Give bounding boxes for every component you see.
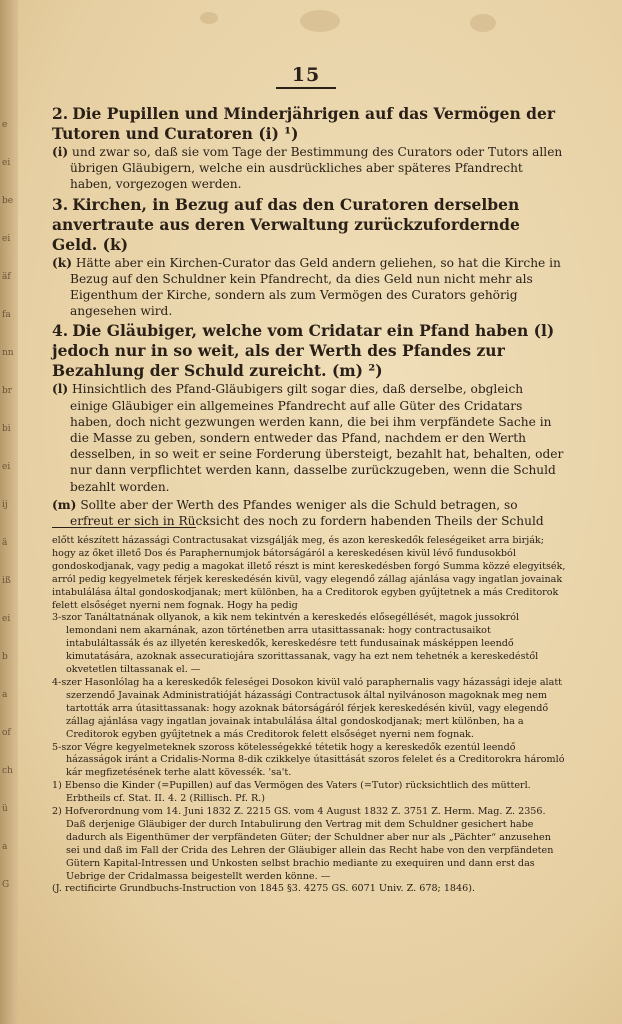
margin-fragment: ei xyxy=(2,462,11,472)
footnote-marker: 1) xyxy=(52,780,62,792)
note-text: Hinsichtlich des Pfand-Gläubigers gilt sogar dies, daß derselbe, obgleich einige Gläubiger ein allgemeines Pfandrecht auf alle Güter des Cridatars haben, doch nicht gezwungen werden kann, die bei ihm verpfändete Sache in die Masse zu geben, sondern entweder das Pfand, nachdem er den Werth desselben, in so weit er seine Forderung übersteigt, bezahlt hat, behalten, oder nur dann verpflichtet werden kann, dasselbe zurückzugeben, wenn die Schuld bezahlt worden. xyxy=(70,382,564,494)
section-note xyxy=(52,255,564,320)
margin-fragment: ei xyxy=(2,614,11,624)
footnote-marker: 2) xyxy=(52,806,62,818)
margin-fragment: a xyxy=(2,690,8,700)
paper-stain xyxy=(470,14,496,32)
paper-stain xyxy=(200,12,218,24)
paper-stain xyxy=(300,10,340,32)
section-note xyxy=(52,497,564,529)
footnote-paragraph xyxy=(52,677,566,742)
footnote-paragraph xyxy=(52,780,566,806)
margin-fragment: bi xyxy=(2,424,11,434)
footnote-text: 3-szor Tanáltatnának ollyanok, a kik nem tekintvén a kereskedés elősegéllését, magok jussokról lemondani nem akarnának, azon történetben arra utasittassanak: hogy contractusaikot intabuláltassák és az illyetén kereskedők, kereskedésre tett fundusainak másképpen leendő kimutatására, azoknak assecuratiojára szorittassanak, vagy ha ezt nem tehetnék a kereskedéstől okvetetlen tiltassanak el. — xyxy=(52,612,539,676)
margin-fragment: of xyxy=(2,728,11,738)
section-heading xyxy=(52,104,564,144)
footnote-text: (J. rectificirte Grundbuchs-Instruction von 1845 §3. 4275 GS. 6071 Univ. Z. 678; 1846). xyxy=(52,883,476,895)
margin-fragment: ei xyxy=(2,158,11,168)
main-text xyxy=(52,104,564,531)
note-tag: (k) xyxy=(52,255,72,270)
margin-fragment: br xyxy=(2,386,13,396)
margin-fragment: ü xyxy=(2,804,8,814)
margin-fragment: ä xyxy=(2,538,8,548)
footnote-separator xyxy=(52,527,196,528)
footnote-paragraph xyxy=(52,535,566,612)
margin-fragment: fa xyxy=(2,310,11,320)
margin-fragment: b xyxy=(2,652,8,662)
section-heading xyxy=(52,195,564,255)
margin-fragment: ij xyxy=(2,500,8,510)
section-heading xyxy=(52,321,564,381)
footnote-text: 5-szor Végre kegyelmeteknek szoross kötelességekké tétetik hogy a kereskedők ezentúl leendő házasságok iránt a Cridalis-Norma 8-dik czikkelye útasittását szoros felelet és a Creditorokra háromló kár megfizetésének terhe alatt kövessék. 'sa't. xyxy=(52,741,565,779)
section-heading-text: Die Gläubiger, welche vom Cridatar ein Pfand haben (l) jedoch nur in so weit, als der Werth des Pfandes zur Bezahlung der Schuld zureicht. (m) ²) xyxy=(52,321,555,381)
footnote-paragraph xyxy=(52,612,566,677)
footnote-paragraph xyxy=(52,742,566,781)
section-heading-text: Kirchen, in Bezug auf das den Curatoren derselben anvertraute aus deren Verwaltung zurückzufordernde Geld. (k) xyxy=(52,194,520,254)
margin-fragment: iß xyxy=(2,576,11,586)
note-tag: (i) xyxy=(52,145,69,159)
section-number: 3. xyxy=(52,194,69,214)
footnote-paragraph xyxy=(52,806,566,883)
note-text: Sollte aber der Werth des Pfandes weniger als die Schuld betragen, so erfreut er sich in Rücksicht des noch zu fordern habenden Theils der Schuld xyxy=(70,497,544,529)
margin-fragment: ei xyxy=(2,234,11,244)
margin-fragment: äf xyxy=(2,272,11,282)
margin-fragment: G xyxy=(2,880,10,890)
margin-fragment: nn xyxy=(2,348,14,358)
section-number: 2. xyxy=(52,104,69,123)
section-number: 4. xyxy=(52,321,69,341)
margin-fragment: a xyxy=(2,842,8,852)
section-note xyxy=(52,144,564,193)
margin-fragment: ch xyxy=(2,766,13,776)
note-text: und zwar so, daß sie vom Tage der Bestimmung des Curators oder Tutors allen übrigen Gläubigern, welche ein ausdrückliches aber späteres Pfandrecht haben, vorgezogen werden. xyxy=(70,145,563,192)
footnote-text: Ebenso die Kinder (=Pupillen) auf das Vermögen des Vaters (=Tutor) rücksichtlich des mütterl. Erbtheils cf. Stat. II. 4. 2 (Rillisch. Pf. R.) xyxy=(64,780,531,805)
footnote-text: 4-szer Hasonlólag ha a kereskedők feleségei Dosokon kivül való paraphernalis vagy házassági ideje alatt szerzendő Javainak Administratióját házassági Contractusok által nyilvánoson magoknak meg nem tartották arra útasittassanak: hogy azoknak bátorságáról férjek kereskedésén kivül, vagy elegendő zállag ajánlása vagy ingatlan jovainak intabulálása által gondoskodjanak; mert különben, ha a Creditorok egyben gyűjtetnek a más Creditorok felett elsőséget nyerni nem fognak. xyxy=(52,676,563,740)
page-number: 15 xyxy=(276,64,336,89)
margin-fragment: e xyxy=(2,120,8,130)
note-tag: (m) xyxy=(52,497,77,512)
footnote-text: előtt készített házassági Contractusakat vizsgálják meg, és azon kereskedők feleségeiket arra birják; hogy az őket illető Dos és Paraphernumjok bátorságáról a kereskedésen kivül lévő fundusokból gondoskodjanak, vagy pedig a magokat illető részt is mint kereskedésben forgó Summa közzé elegyitsék, arról pedig kegyelmetek férjek kereskedésén kivül, vagy elegendő zállag ajánlása vagy ingatlan jovainak intabulálása által gondoskodjanak; mert különben, ha a Creditorok egyben gyűjtetnek a más Creditorok felett elsőséget nyerni nem fognak. Hogy ha pedig xyxy=(52,535,566,611)
note-tag: (l) xyxy=(52,382,69,397)
footnote-text: Hofverordnung vom 14. Juni 1832 Z. 2215 GS. vom 4 August 1832 Z. 3751 Z. Herm. Mag. Z. 2356. Daß derjenige Gläubiger der durch Intabulirung den Vertrag mit dem Schuldner gesichert habe dadurch als Eigenthümer der verpfändeten Güter; der Schuldner aber nur als „Pächter“ anzusehen sei und daß im Fall der Crida des Lehren der Gläubiger allein das Recht habe von den verpfändeten Gütern Kapital-Intressen und Unkosten selbst brachio mediante zu exequiren und dann erst das Uebrige der Cridalmassa beigestellt werden könne. — xyxy=(64,806,554,882)
margin-fragment: be xyxy=(2,196,14,206)
note-text: Hätte aber ein Kirchen-Curator das Geld andern geliehen, so hat die Kirche in Bezug auf den Schuldner kein Pfandrecht, da dies Geld nun nicht mehr als Eigenthum der Kirche, sondern als zum Vermögen des Curators gehörig angesehen wird. xyxy=(70,255,561,319)
section-heading-text: Die Pupillen und Minderjährigen auf das Vermögen der Tutoren und Curatoren (i) ¹) xyxy=(52,104,556,143)
footnote-paragraph xyxy=(52,883,566,896)
footnotes xyxy=(52,535,566,896)
section-note xyxy=(52,381,564,494)
adjacent-page-margin xyxy=(0,0,18,1024)
